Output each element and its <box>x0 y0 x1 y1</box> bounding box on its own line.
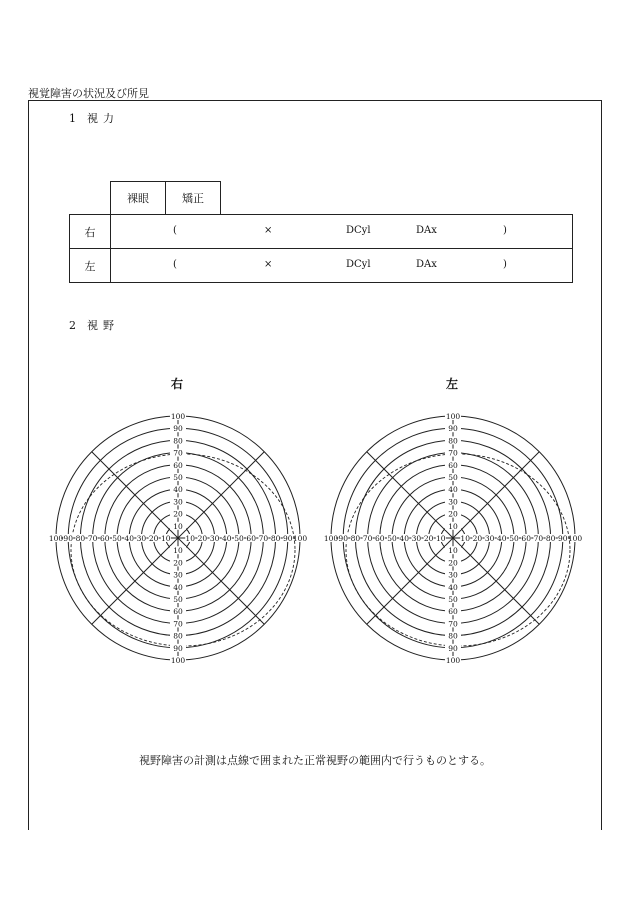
scale-label-top: 70 <box>173 448 183 458</box>
scale-label-right: 60 <box>521 534 531 543</box>
chart-title-right-eye: 右 <box>171 377 184 391</box>
scale-label-top: 40 <box>173 485 183 495</box>
scale-label-left: 20 <box>148 534 159 543</box>
paren-open: ( <box>173 259 177 270</box>
cyl-unit: DCyl <box>346 225 371 236</box>
section-visual-field-title <box>69 317 114 333</box>
scale-label-bottom: 90 <box>448 643 458 653</box>
form-heading: 視覚障害の状況及び所見 <box>28 87 149 100</box>
scale-label-right: 100 <box>292 534 308 543</box>
scale-label-bottom: 80 <box>173 631 183 641</box>
scale-label-top: 40 <box>448 485 458 495</box>
scale-label-left: 100 <box>48 534 64 543</box>
scale-label-left: 30 <box>136 534 147 543</box>
scale-label-left: 40 <box>124 534 134 543</box>
section-number: 2 <box>69 319 76 332</box>
scale-label-top: 100 <box>445 412 461 421</box>
scale-label-bottom: 30 <box>448 570 458 580</box>
scale-label-left: 40 <box>399 534 409 543</box>
scale-label-bottom: 40 <box>173 582 183 592</box>
naked-eye-header: 裸眼 <box>110 181 166 215</box>
scale-label-bottom: 70 <box>448 619 458 629</box>
scale-label-top: 50 <box>173 473 183 482</box>
scale-label-bottom: 20 <box>448 558 458 568</box>
eye-label-left: 左 <box>70 249 111 283</box>
scale-label-bottom: 90 <box>173 643 183 653</box>
visual-field-chart-left[interactable] <box>323 400 587 670</box>
scale-label-right: 60 <box>246 534 256 543</box>
section-visual-acuity-title <box>69 110 114 126</box>
scale-label-right: 70 <box>533 534 544 543</box>
scale-label-right: 50 <box>509 534 519 543</box>
scale-label-top: 60 <box>448 460 458 470</box>
scale-label-left: 80 <box>75 534 86 543</box>
scale-label-right: 80 <box>270 534 281 543</box>
visual-field-chart-right[interactable] <box>48 400 312 670</box>
eye-label-right: 右 <box>70 215 111 249</box>
scale-label-top: 70 <box>448 448 458 458</box>
scale-label-top: 30 <box>448 497 458 507</box>
scale-label-left: 10 <box>436 534 446 543</box>
scale-label-top: 10 <box>448 521 458 531</box>
scale-label-left: 60 <box>100 534 110 543</box>
scale-label-right: 100 <box>567 534 583 543</box>
axis-unit: DAx <box>416 259 437 270</box>
scale-label-bottom: 30 <box>173 570 183 580</box>
table-row <box>70 249 573 283</box>
scale-label-bottom: 80 <box>448 631 458 641</box>
scale-label-top: 90 <box>173 424 183 434</box>
scale-label-left: 90 <box>63 534 73 543</box>
chart-title-left-eye: 左 <box>446 377 459 391</box>
scale-label-top: 80 <box>173 436 183 446</box>
scale-label-left: 30 <box>411 534 422 543</box>
scale-label-bottom: 10 <box>173 546 183 556</box>
acuity-cell[interactable] <box>111 215 573 249</box>
scale-label-left: 70 <box>362 534 373 543</box>
scale-label-top: 20 <box>448 509 458 519</box>
times-sign: × <box>264 225 273 236</box>
scale-label-bottom: 60 <box>173 607 183 617</box>
scale-label-left: 90 <box>338 534 348 543</box>
axis-unit: DAx <box>416 225 437 236</box>
scale-label-right: 10 <box>460 534 470 543</box>
scale-label-top: 50 <box>448 473 458 482</box>
scale-label-right: 30 <box>209 534 220 543</box>
scale-label-bottom: 40 <box>448 582 458 592</box>
scale-label-right: 40 <box>497 534 507 543</box>
scale-label-top: 80 <box>448 436 458 446</box>
section-title-char: 野 <box>103 319 114 332</box>
paren-close: ) <box>503 259 507 270</box>
corrected-header: 矯正 <box>165 181 221 215</box>
scale-label-bottom: 60 <box>448 607 458 617</box>
scale-label-bottom: 10 <box>448 546 458 556</box>
scale-label-right: 90 <box>558 534 568 543</box>
scale-label-bottom: 50 <box>173 595 183 604</box>
scale-label-right: 10 <box>185 534 195 543</box>
scale-label-left: 60 <box>375 534 385 543</box>
measurement-note: 視野障害の計測は点線で囲まれた正常視野の範囲内で行うものとする。 <box>139 754 491 767</box>
section-title-char: 視 <box>87 112 98 125</box>
scale-label-left: 20 <box>423 534 434 543</box>
scale-label-bottom: 50 <box>448 595 458 604</box>
scale-label-right: 40 <box>222 534 232 543</box>
scale-label-right: 80 <box>545 534 556 543</box>
times-sign: × <box>264 259 273 270</box>
scale-label-right: 70 <box>258 534 269 543</box>
scale-label-right: 90 <box>283 534 293 543</box>
cyl-unit: DCyl <box>346 259 371 270</box>
paren-open: ( <box>173 225 177 236</box>
scale-label-top: 10 <box>173 521 183 531</box>
scale-label-right: 30 <box>484 534 495 543</box>
scale-label-left: 10 <box>161 534 171 543</box>
scale-label-right: 20 <box>472 534 483 543</box>
scale-label-left: 80 <box>350 534 361 543</box>
scale-label-left: 70 <box>87 534 98 543</box>
paren-close: ) <box>503 225 507 236</box>
scale-label-bottom: 100 <box>170 656 186 665</box>
scale-label-left: 50 <box>112 534 122 543</box>
scale-label-bottom: 100 <box>445 656 461 665</box>
scale-label-top: 90 <box>448 424 458 434</box>
section-title-char: 視 <box>87 319 98 332</box>
scale-label-right: 50 <box>234 534 244 543</box>
section-number: 1 <box>69 112 76 125</box>
scale-label-left: 100 <box>323 534 339 543</box>
scale-label-top: 30 <box>173 497 183 507</box>
scale-label-top: 100 <box>170 412 186 421</box>
scale-label-right: 20 <box>197 534 208 543</box>
scale-label-top: 20 <box>173 509 183 519</box>
scale-label-left: 50 <box>387 534 397 543</box>
section-title-char: 力 <box>103 112 114 125</box>
visual-acuity-table <box>69 214 573 283</box>
table-row <box>70 215 573 249</box>
scale-label-bottom: 70 <box>173 619 183 629</box>
acuity-cell[interactable] <box>111 249 573 283</box>
scale-label-bottom: 20 <box>173 558 183 568</box>
scale-label-top: 60 <box>173 460 183 470</box>
